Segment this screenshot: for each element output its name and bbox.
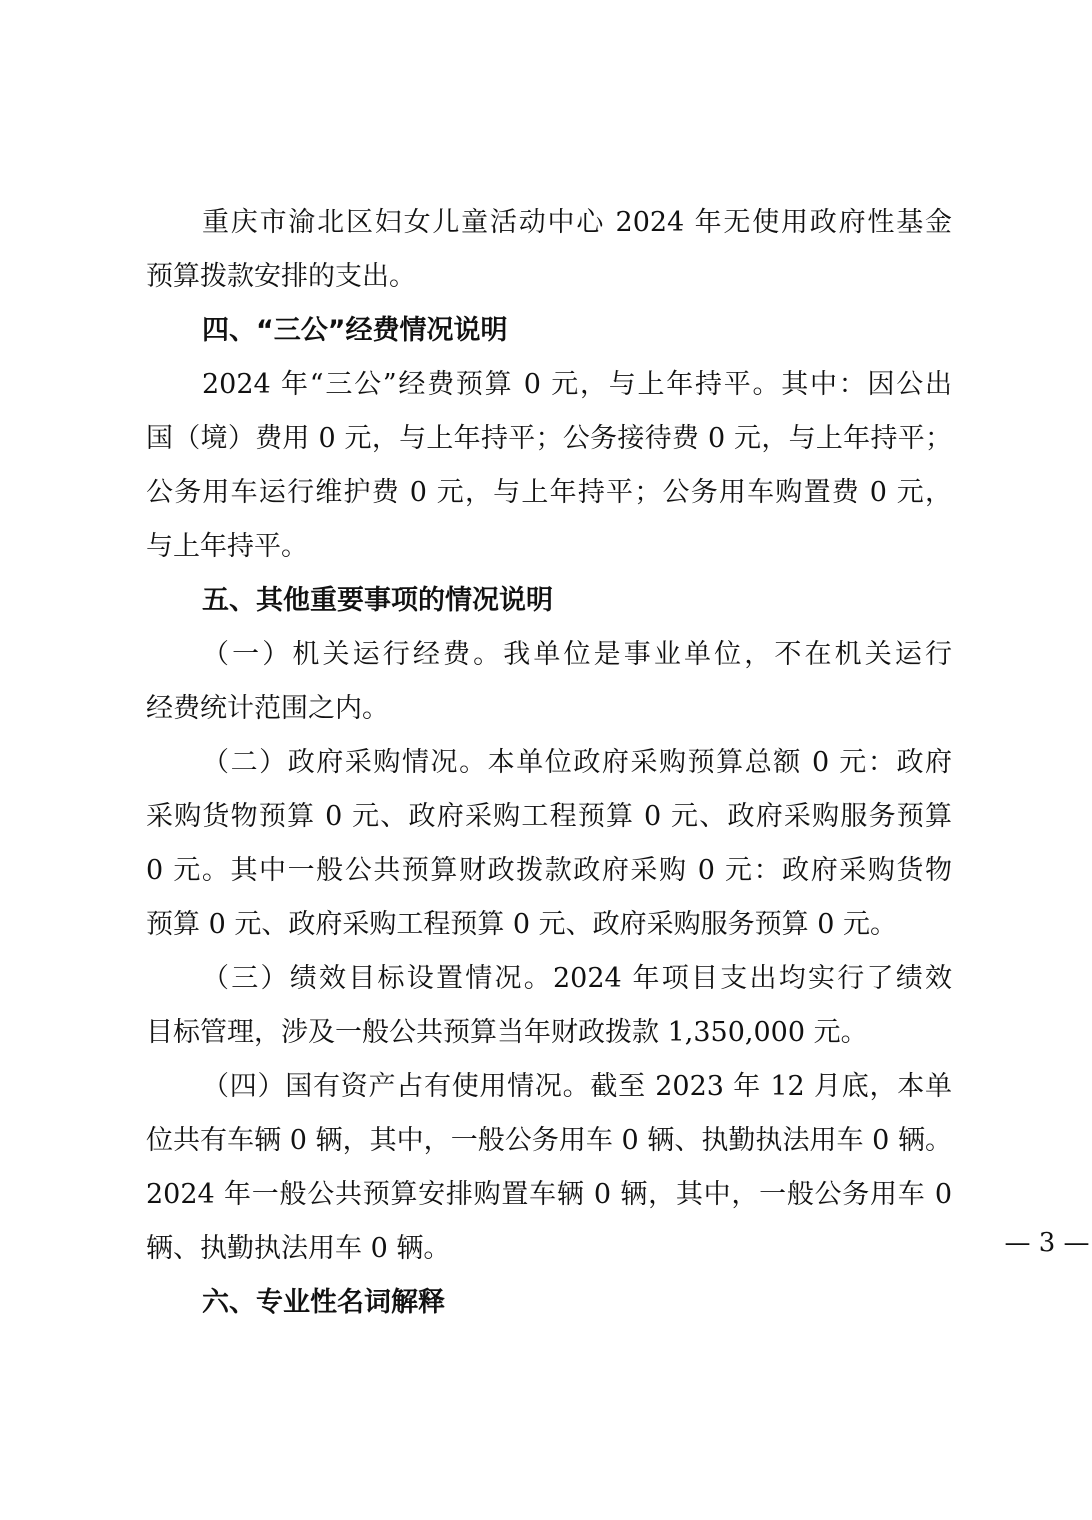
text-span: 本单位政府采购预算总额 0 元：政府 xyxy=(487,747,953,778)
text-line: 位共有车辆 0 辆，其中，一般公务用车 0 辆、执勤执法用车 0 辆。 xyxy=(146,1125,952,1156)
page-number: — 3 — xyxy=(1004,1228,1090,1258)
text-line: 采购货物预算 0 元、政府采购工程预算 0 元、政府采购服务预算 xyxy=(146,801,952,832)
text-span: 我单位是事业单位，不在机关运行 xyxy=(503,639,952,670)
paragraph-state-assets xyxy=(146,1060,952,1276)
text-line: 2024 年“三公”经费预算 0 元，与上年持平。其中：因公出 xyxy=(202,369,952,400)
subsection-lead: （二）政府采购情况。 xyxy=(202,747,488,778)
section-heading-five: 五、其他重要事项的情况说明 xyxy=(202,585,553,616)
text-line xyxy=(146,1060,952,1114)
text-line: 国（境）费用 0 元，与上年持平；公务接待费 0 元，与上年持平； xyxy=(146,423,952,454)
subsection-lead: （一）机关运行经费。 xyxy=(202,639,504,670)
paragraph-procurement xyxy=(146,736,952,952)
subsection-lead: （三）绩效目标设置情况。 xyxy=(202,963,553,994)
text-line xyxy=(146,628,952,682)
paragraph-operating-expenses xyxy=(146,628,952,736)
text-line: 目标管理，涉及一般公共预算当年财政拨款 1,350,000 元。 xyxy=(146,1017,868,1048)
section-heading-six: 六、专业性名词解释 xyxy=(202,1287,445,1318)
text-line: 0 元。其中一般公共预算财政拨款政府采购 0 元：政府采购货物 xyxy=(146,855,952,886)
text-line: 与上年持平。 xyxy=(146,531,308,562)
subsection-lead: （四）国有资产占有使用情况。 xyxy=(202,1071,591,1102)
text-line xyxy=(146,736,952,790)
text-span: 截至 2023 年 12 月底，本单 xyxy=(590,1071,953,1102)
section-heading-four: 四、“三公”经费情况说明 xyxy=(202,315,508,346)
document-body xyxy=(146,196,1090,1330)
paragraph-three-public-expenses xyxy=(146,358,952,574)
text-line: 2024 年一般公共预算安排购置车辆 0 辆，其中，一般公务用车 0 xyxy=(146,1179,952,1210)
paragraph-government-fund xyxy=(146,196,952,304)
text-line: 辆、执勤执法用车 0 辆。 xyxy=(146,1233,451,1264)
text-line: 公务用车运行维护费 0 元，与上年持平；公务用车购置费 0 元， xyxy=(146,477,952,508)
text-span: 2024 年项目支出均实行了绩效 xyxy=(552,963,953,994)
text-line xyxy=(146,952,952,1006)
text-line: 预算拨款安排的支出。 xyxy=(146,261,416,292)
paragraph-performance-goals xyxy=(146,952,952,1060)
text-line: 重庆市渝北区妇女儿童活动中心 2024 年无使用政府性基金 xyxy=(202,207,952,238)
text-line: 经费统计范围之内。 xyxy=(146,693,389,724)
text-line: 预算 0 元、政府采购工程预算 0 元、政府采购服务预算 0 元。 xyxy=(146,909,898,940)
